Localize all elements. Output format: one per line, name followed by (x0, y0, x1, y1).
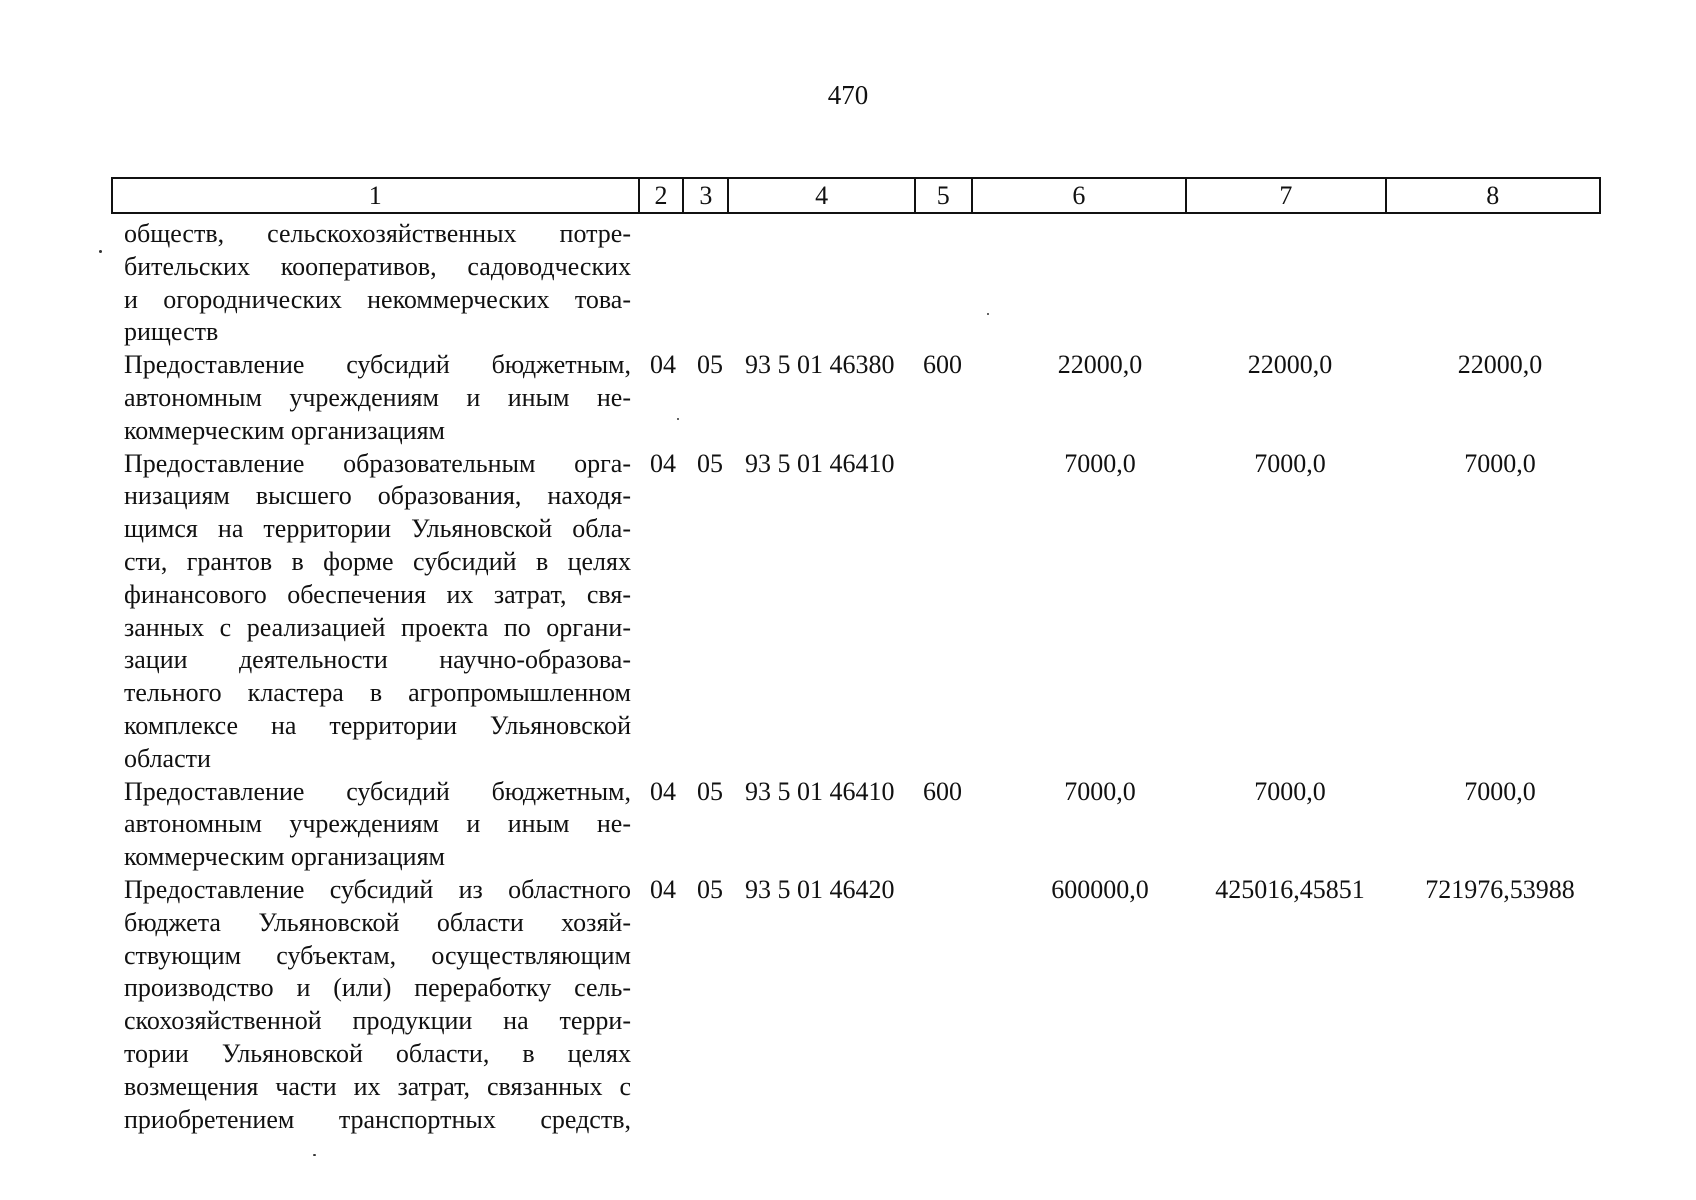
cell-value-7: 22000,0 (1247, 350, 1333, 380)
scan-speck (99, 250, 102, 253)
cell-value-8: 721976,53988 (1425, 874, 1575, 904)
cell-value-7: 7000,0 (1254, 776, 1326, 806)
description-line: комплексе на территории Ульяновской (124, 710, 631, 740)
description-line: Предоставление субсидий бюджетным, (124, 350, 631, 380)
description-line: щимся на территории Ульяновской обла- (124, 514, 631, 544)
header-col-2: 2 (640, 179, 685, 212)
description-line: сти, грантов в форме субсидий в целях (124, 546, 631, 576)
scan-speck (987, 313, 989, 315)
description-line: Предоставление образовательным орга- (124, 448, 631, 478)
header-col-1: 1 (113, 179, 640, 212)
description-line: ствующим субъектам, осуществляющим (124, 940, 631, 970)
cell-prz: 05 (697, 448, 723, 478)
cell-value-7: 7000,0 (1254, 448, 1326, 478)
description-line: приобретением транспортных средств, (124, 1104, 631, 1134)
cell-value-8: 7000,0 (1464, 776, 1536, 806)
cell-value-8: 22000,0 (1457, 350, 1543, 380)
cell-value-6: 22000,0 (1057, 350, 1143, 380)
cell-csr: 93 5 01 46380 (745, 350, 895, 380)
cell-rz: 04 (650, 776, 676, 806)
description-line: автономным учреждениям и иным не- (124, 809, 631, 839)
header-col-7: 7 (1187, 179, 1386, 212)
scan-speck (677, 418, 679, 420)
description-line: производство и (или) переработку сель- (124, 973, 631, 1003)
cell-vr: 600 (923, 350, 962, 380)
cell-csr: 93 5 01 46410 (745, 448, 895, 478)
cell-prz: 05 (697, 350, 723, 380)
description-line: скохозяйственной продукции на терри- (124, 1006, 631, 1036)
description-line: коммерческим организациям (124, 415, 446, 445)
table-body (0, 218, 1696, 1136)
description-line: и огороднических некоммерческих това- (124, 284, 631, 314)
row-description (124, 874, 631, 1136)
header-col-5: 5 (916, 179, 973, 212)
description-line: финансового обеспечения их затрат, свя- (124, 579, 631, 609)
description-line: бюджета Ульяновской области хозяй- (124, 907, 631, 937)
description-line: области (124, 743, 211, 773)
header-col-4: 4 (729, 179, 916, 212)
cell-value-8: 7000,0 (1464, 448, 1536, 478)
cell-rz: 04 (650, 448, 676, 478)
cell-value-7: 425016,45851 (1215, 874, 1365, 904)
cell-value-6: 7000,0 (1064, 448, 1136, 478)
description-line: низациям высшего образования, находя- (124, 481, 631, 511)
row-description (124, 349, 631, 447)
cell-value-6: 600000,0 (1051, 874, 1149, 904)
row-description (124, 448, 631, 776)
header-col-3: 3 (684, 179, 729, 212)
table-row (0, 218, 1696, 349)
description-line: коммерческим организациям (124, 842, 446, 872)
table-header (111, 177, 1601, 214)
row-description (124, 776, 631, 874)
table-row (0, 349, 1696, 447)
description-line: тельного кластера в агропромышленном (124, 678, 631, 708)
cell-vr: 600 (923, 776, 962, 806)
cell-value-6: 7000,0 (1064, 776, 1136, 806)
table-row (0, 874, 1696, 1136)
header-col-6: 6 (973, 179, 1187, 212)
description-line: обществ, сельскохозяйственных потре- (124, 219, 631, 248)
description-line: риществ (124, 317, 219, 347)
description-line: Предоставление субсидий бюджетным, (124, 776, 631, 806)
cell-csr: 93 5 01 46420 (745, 874, 895, 904)
description-line: возмещения части их затрат, связанных с (124, 1071, 631, 1101)
page-number: 470 (827, 80, 869, 110)
description-line: зации деятельности научно-образова- (124, 645, 631, 675)
cell-prz: 05 (697, 776, 723, 806)
description-line: бительских кооперативов, садоводческих (124, 251, 631, 281)
row-description (124, 218, 631, 349)
description-line: автономным учреждениям и иным не- (124, 382, 631, 412)
header-col-8: 8 (1486, 181, 1500, 210)
cell-csr: 93 5 01 46410 (745, 776, 895, 806)
description-line: тории Ульяновской области, в целях (124, 1038, 631, 1068)
cell-rz: 04 (650, 350, 676, 380)
table-row (0, 448, 1696, 776)
description-line: занных с реализацией проекта по органи- (124, 612, 631, 642)
description-line: Предоставление субсидий из областного (124, 874, 631, 904)
cell-rz: 04 (650, 874, 676, 904)
scan-speck (313, 1154, 316, 1156)
table-row (0, 776, 1696, 874)
cell-prz: 05 (697, 874, 723, 904)
